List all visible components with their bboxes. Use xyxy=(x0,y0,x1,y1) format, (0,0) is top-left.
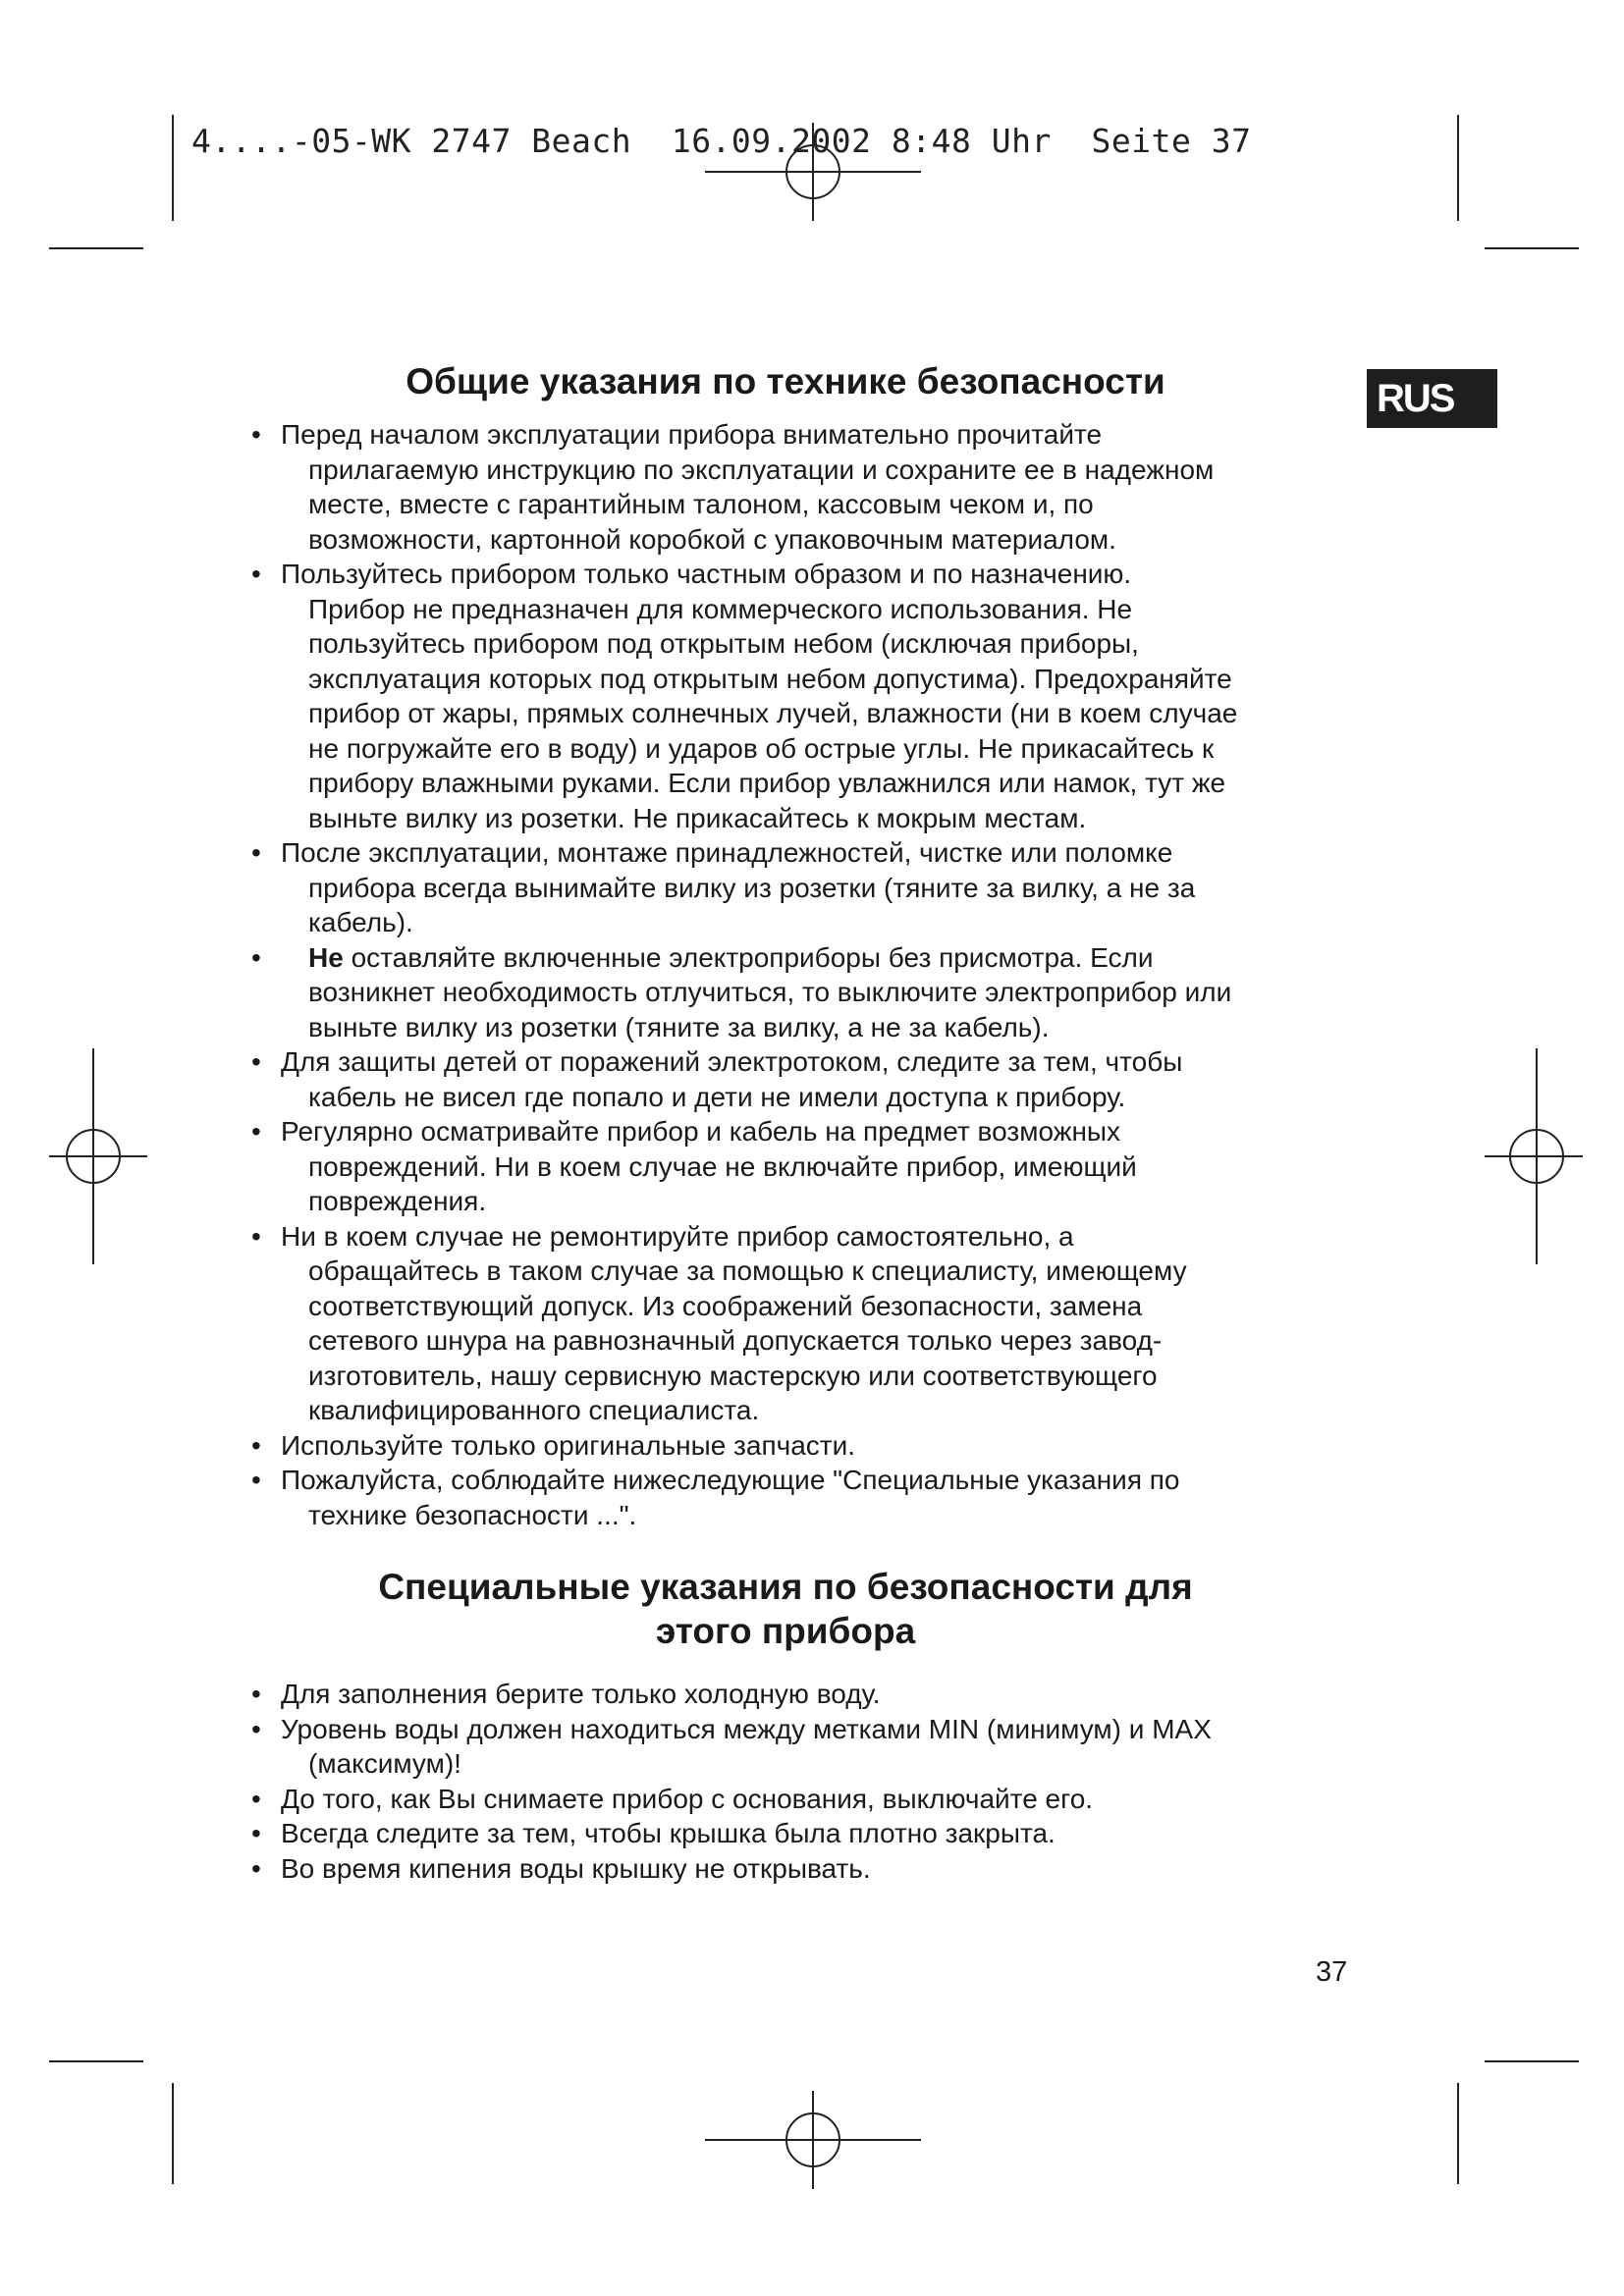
page-content xyxy=(251,359,1351,1886)
section-title-special-line1: Специальные указания по безопасности для xyxy=(378,1567,1193,1607)
list-item-continuation: выньте вилку из розетки (тяните за вилку, а не за кабель). xyxy=(308,1011,1050,1042)
list-item-first-line xyxy=(281,940,1351,976)
bullet-icon: • xyxy=(251,1679,261,1709)
section-title-general: Общие указания по технике безопасности xyxy=(406,361,1165,401)
registration-mark-right xyxy=(1480,1048,1588,1264)
list-item-first-line xyxy=(281,1712,1351,1747)
list-item-text: Пожалуйста, соблюдайте нижеследующие "Специальные указания по xyxy=(281,1465,1180,1495)
emphasis: Не xyxy=(308,941,344,973)
crop-mark xyxy=(1485,247,1579,249)
list-item-continuation: повреждения. xyxy=(308,1186,487,1216)
bullet-icon: • xyxy=(251,1046,261,1077)
list-item-text: После эксплуатации, монтаже принадлежностей, чистке или поломке xyxy=(281,837,1173,868)
list-item-continuation: возникнет необходимость отлучиться, то выключите электроприбор или xyxy=(308,977,1232,1007)
crop-mark xyxy=(1457,115,1459,221)
list-item-text: Перед началом эксплуатации прибора внимательно прочитайте xyxy=(281,419,1103,450)
list-item-text: Регулярно осматривайте прибор и кабель на предмет возможных xyxy=(281,1116,1121,1147)
list-item-continuation: обращайтесь в таком случае за помощью к специалисту, имеющему xyxy=(308,1255,1187,1286)
list-item-continuation: квалифицированного специалиста. xyxy=(308,1395,760,1425)
registration-mark-bottom xyxy=(705,2086,921,2194)
list-item xyxy=(251,417,1351,557)
list-item-first-line xyxy=(281,1463,1351,1498)
list-item xyxy=(251,1712,1351,1782)
list-item-continuation: кабель). xyxy=(308,907,413,937)
list-item-continuation: сетевого шнура на равнозначный допускается только через завод- xyxy=(308,1325,1163,1356)
list-item-continuation: изготовитель, нашу сервисную мастерскую или соответствующего xyxy=(308,1360,1158,1391)
list-item-text: До того, как Вы снимаете прибор с основания, выключайте его. xyxy=(281,1783,1094,1814)
list-item-continuation: пользуйтесь прибором под открытым небом (исключая приборы, xyxy=(308,628,1139,659)
bullet-icon: • xyxy=(251,1429,261,1461)
language-tab-label: RUS xyxy=(1377,377,1454,420)
list-item-continuation: прибор от жары, прямых солнечных лучей, влажности (ни в коем случае xyxy=(308,698,1238,728)
page-number: 37 xyxy=(1316,1956,1348,1988)
crop-mark xyxy=(49,247,143,249)
bullet-icon: • xyxy=(251,1818,261,1848)
list-item-text: Используйте только оригинальные запчасти. xyxy=(281,1429,856,1461)
section-title-special-line2: этого прибора xyxy=(655,1611,916,1651)
list-item-first-line xyxy=(281,1219,1351,1255)
list-item-continuation: Прибор не предназначен для коммерческого использования. Не xyxy=(308,593,1133,624)
list-item-text: Для защиты детей от поражений электротоком, следите за тем, чтобы xyxy=(281,1046,1183,1077)
list-item-first-line xyxy=(281,1114,1351,1149)
list-item-first-line xyxy=(281,1044,1351,1080)
list-item-text: Ни в коем случае не ремонтируйте прибор самостоятельно, а xyxy=(281,1220,1074,1252)
list-item-continuation: выньте вилку из розетки. Не прикасайтесь к мокрым местам. xyxy=(308,802,1087,833)
crop-mark xyxy=(172,2083,174,2184)
section-title-special xyxy=(251,1565,1320,1653)
special-safety-list xyxy=(251,1677,1351,1886)
list-item-continuation: (максимум)! xyxy=(308,1748,461,1779)
bullet-icon: • xyxy=(251,837,261,868)
list-item-text: Во время кипения воды крышку не открывать. xyxy=(281,1852,871,1884)
list-item xyxy=(251,1463,1351,1532)
list-item-first-line xyxy=(281,835,1351,871)
bullet-icon: • xyxy=(251,1713,261,1744)
bullet-icon: • xyxy=(251,419,261,450)
list-item-first-line xyxy=(281,417,1351,453)
bullet-icon: • xyxy=(251,559,261,589)
list-item xyxy=(251,557,1351,835)
crop-mark xyxy=(172,115,174,221)
print-slug: 4....-05-WK 2747 Beach 16.09.2002 8:48 Uhr Seite 37 xyxy=(191,122,1252,160)
registration-mark-top xyxy=(705,118,921,226)
list-item-continuation: кабель не висел где попало и дети не имели доступа к прибору. xyxy=(308,1081,1126,1112)
list-item-first-line xyxy=(281,1851,1351,1887)
list-item-first-line xyxy=(281,1428,1351,1464)
list-item-continuation: повреждений. Ни в коем случае не включайте прибор, имеющий xyxy=(308,1150,1137,1182)
list-item xyxy=(251,1677,1351,1712)
list-item-text: Уровень воды должен находиться между метками MIN (минимум) и MAX xyxy=(281,1713,1212,1744)
list-item-continuation: эксплуатация которых под открытым небом допустима). Предохраняйте xyxy=(308,663,1232,694)
list-item-first-line xyxy=(281,1677,1351,1712)
crop-mark xyxy=(49,2060,143,2062)
crop-mark xyxy=(1457,2083,1459,2184)
bullet-icon: • xyxy=(251,1116,261,1147)
list-item-continuation: прибору влажными руками. Если прибор увлажнился или намок, тут же xyxy=(308,768,1226,798)
list-item-first-line xyxy=(281,1782,1351,1817)
list-item-continuation: прибора всегда вынимайте вилку из розетки (тяните за вилку, а не за xyxy=(308,872,1196,903)
list-item xyxy=(251,1851,1351,1887)
bullet-icon: • xyxy=(251,1783,261,1814)
list-item-continuation: технике безопасности ...". xyxy=(308,1499,637,1530)
list-item-text: Пользуйтесь прибором только частным образом и по назначению. xyxy=(281,559,1132,589)
bullet-icon: • xyxy=(251,1465,261,1495)
list-item xyxy=(251,1782,1351,1817)
list-item-text: Для заполнения берите только холодную воду. xyxy=(281,1679,881,1709)
bullet-icon: • xyxy=(251,1852,261,1884)
list-item-continuation: месте, вместе с гарантийным талоном, кассовым чеком и, по xyxy=(308,489,1094,519)
crop-mark xyxy=(1485,2060,1579,2062)
list-item-text: оставляйте включенные электроприборы без присмотра. Если xyxy=(343,941,1154,973)
bullet-icon: • xyxy=(251,1220,261,1252)
list-item xyxy=(251,1114,1351,1219)
language-tab xyxy=(1367,369,1497,428)
list-item-first-line xyxy=(281,1816,1351,1851)
list-item-text: Всегда следите за тем, чтобы крышка была плотно закрыта. xyxy=(281,1818,1056,1848)
general-safety-list xyxy=(251,417,1351,1532)
list-item xyxy=(251,940,1351,1045)
list-item xyxy=(251,1219,1351,1428)
list-item-continuation: прилагаемую инструкцию по эксплуатации и сохраните ее в надежном xyxy=(308,454,1215,485)
list-item xyxy=(251,1044,1351,1114)
registration-mark-left xyxy=(44,1048,152,1264)
list-item xyxy=(251,835,1351,940)
list-item-continuation: возможности, картонной коробкой с упаковочным материалом. xyxy=(308,523,1116,555)
list-item-first-line xyxy=(281,557,1351,592)
list-item xyxy=(251,1428,1351,1464)
list-item xyxy=(251,1816,1351,1851)
list-item-continuation: не погружайте его в воду) и ударов об острые углы. Не прикасайтесь к xyxy=(308,732,1215,764)
list-item-continuation: соответствующий допуск. Из соображений безопасности, замена xyxy=(308,1290,1143,1321)
bullet-icon: • xyxy=(251,941,261,973)
